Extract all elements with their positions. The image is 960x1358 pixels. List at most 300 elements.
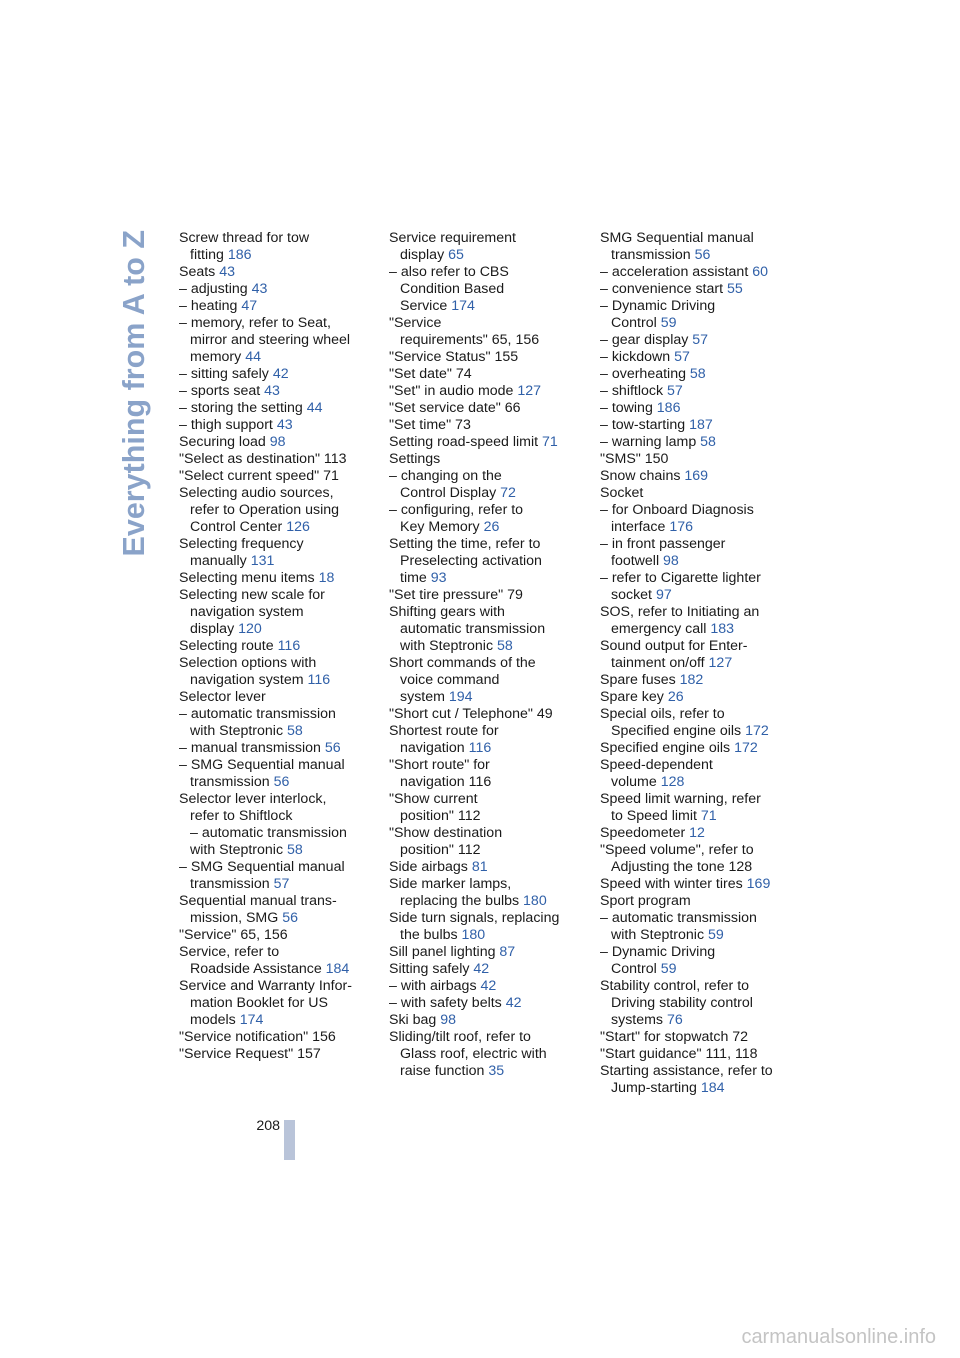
index-line: [600, 264, 800, 281]
index-line: [389, 281, 589, 298]
page-reference-link[interactable]: 55: [726, 281, 743, 297]
page-reference-link[interactable]: 26: [667, 689, 684, 705]
index-term: manually: [190, 553, 251, 569]
index-line: [389, 1029, 589, 1046]
page-reference-link[interactable]: 56: [282, 910, 299, 926]
index-term: "Service Status" 155: [389, 349, 519, 365]
index-line: [600, 689, 800, 706]
page-reference-link[interactable]: 56: [694, 247, 711, 263]
index-line: [179, 315, 379, 332]
index-column-1: [179, 230, 379, 1063]
index-term: voice command: [400, 672, 500, 688]
page-reference-link[interactable]: 172: [734, 740, 758, 756]
index-term: "Show current: [389, 791, 478, 807]
index-line: [600, 502, 800, 519]
index-line: [600, 366, 800, 383]
page-reference-link[interactable]: 42: [505, 995, 522, 1011]
index-term: with Steptronic: [190, 723, 287, 739]
index-term: system: [400, 689, 449, 705]
index-term: position" 112: [400, 808, 481, 824]
index-line: [389, 893, 589, 910]
index-term: Driving stability control: [611, 995, 753, 1011]
index-term: – towing: [600, 400, 657, 416]
index-line: [179, 995, 379, 1012]
index-term: fitting: [190, 247, 228, 263]
page-reference-link[interactable]: 58: [689, 366, 706, 382]
page-reference-link[interactable]: 183: [710, 621, 735, 637]
index-term: with Steptronic: [190, 842, 287, 858]
index-line: [179, 485, 379, 502]
page-reference-link[interactable]: 116: [307, 672, 331, 688]
page-reference-link[interactable]: 98: [663, 553, 679, 569]
index-term: "Set tire pressure" 79: [389, 587, 523, 603]
index-term: Securing load: [179, 434, 270, 450]
page-reference-link[interactable]: 98: [440, 1012, 457, 1028]
index-term: – heating: [179, 298, 242, 314]
index-line: [389, 876, 589, 893]
page-reference-link[interactable]: 59: [660, 961, 677, 977]
index-line: [600, 655, 800, 672]
index-line: [600, 553, 800, 570]
index-line: [389, 842, 589, 859]
page-reference-link[interactable]: 58: [700, 434, 716, 450]
index-line: [600, 298, 800, 315]
index-line: [600, 944, 800, 961]
index-term: transmission: [190, 876, 274, 892]
index-line: [179, 349, 379, 366]
index-term: – automatic transmission: [190, 825, 347, 841]
index-term: Selecting frequency: [179, 536, 304, 552]
index-line: [600, 774, 800, 791]
index-line: [179, 808, 379, 825]
index-line: [600, 995, 800, 1012]
index-term: Seats: [179, 264, 220, 280]
index-term: "Select as destination" 113: [179, 451, 347, 467]
index-term: with Steptronic: [611, 927, 708, 943]
index-line: [600, 1063, 800, 1080]
page-reference-link[interactable]: 47: [241, 298, 258, 314]
index-line: [600, 672, 800, 689]
index-line: [600, 757, 800, 774]
index-term: "Service Request" 157: [179, 1046, 321, 1062]
index-term: "Service" 65, 156: [179, 927, 288, 943]
index-term: – also refer to CBS: [389, 264, 509, 280]
index-term: "Set" in audio mode: [389, 383, 518, 399]
index-line: [179, 706, 379, 723]
index-line: [600, 825, 800, 842]
index-term: mirror and steering wheel: [190, 332, 351, 348]
page-reference-link[interactable]: 174: [451, 298, 475, 314]
page-reference-link[interactable]: 194: [448, 689, 473, 705]
index-term: "Start" for stopwatch 72: [600, 1029, 749, 1045]
page-reference-link[interactable]: 71: [542, 434, 558, 450]
index-term: raise function: [400, 1063, 489, 1079]
index-line: [179, 451, 379, 468]
index-term: – Dynamic Driving: [600, 944, 716, 960]
page-marker-bar: [284, 1120, 295, 1160]
index-term: Setting road-speed limit: [389, 434, 542, 450]
page-reference-link[interactable]: 126: [286, 519, 310, 535]
page-reference-link[interactable]: 57: [674, 349, 690, 365]
index-line: [179, 536, 379, 553]
index-line: [600, 417, 800, 434]
index-term: – Dynamic Driving: [600, 298, 716, 314]
index-term: systems: [611, 1012, 667, 1028]
page-reference-link[interactable]: 43: [219, 264, 236, 280]
page-reference-link[interactable]: 57: [667, 383, 683, 399]
index-line: [179, 859, 379, 876]
index-term: requirements" 65, 156: [400, 332, 540, 348]
index-term: "Start guidance" 111, 118: [600, 1046, 758, 1062]
index-term: – shiftlock: [600, 383, 668, 399]
index-line: [389, 757, 589, 774]
index-term: Shifting gears with: [389, 604, 505, 620]
index-line: [389, 553, 589, 570]
index-line: [389, 604, 589, 621]
page-reference-link[interactable]: 184: [325, 961, 350, 977]
index-line: [600, 978, 800, 995]
page-reference-link[interactable]: 59: [708, 927, 724, 943]
page-reference-link[interactable]: 58: [287, 723, 303, 739]
index-line: [389, 434, 589, 451]
index-line: [179, 961, 379, 978]
index-line: [179, 910, 379, 927]
section-title-text: Everything from A to Z: [117, 230, 151, 557]
page-number: 208: [256, 1118, 280, 1134]
index-line: [179, 638, 379, 655]
index-term: refer to Shiftlock: [190, 808, 293, 824]
page-reference-link[interactable]: 18: [318, 570, 335, 586]
index-term: Setting the time, refer to: [389, 536, 541, 552]
index-line: [389, 910, 589, 927]
index-line: [179, 298, 379, 315]
index-line: [179, 417, 379, 434]
index-line: [179, 519, 379, 536]
index-line: [600, 723, 800, 740]
index-line: [389, 230, 589, 247]
index-term: "Set date" 74: [389, 366, 472, 382]
index-term: Service, refer to: [179, 944, 280, 960]
index-term: SOS, refer to Initiating an: [600, 604, 760, 620]
page-reference-link[interactable]: 187: [689, 417, 713, 433]
index-line: [179, 230, 379, 247]
index-line: [389, 672, 589, 689]
page-reference-link[interactable]: 116: [277, 638, 301, 654]
index-line: [389, 519, 589, 536]
watermark: carmanualsonline.info: [741, 1326, 936, 1348]
index-term: – adjusting: [179, 281, 252, 297]
index-term: models: [190, 1012, 240, 1028]
index-term: volume: [611, 774, 661, 790]
index-line: [179, 723, 379, 740]
index-line: [179, 264, 379, 281]
index-term: Sequential manual trans-: [179, 893, 337, 909]
index-line: [179, 842, 379, 859]
index-term: Adjusting the tone 128: [611, 859, 753, 875]
page-reference-link[interactable]: 81: [471, 859, 488, 875]
index-line: [389, 587, 589, 604]
page-reference-link[interactable]: 56: [324, 740, 341, 756]
index-term: – memory, refer to Seat,: [179, 315, 331, 331]
index-term: Sill panel lighting: [389, 944, 500, 960]
index-line: [179, 434, 379, 451]
index-line: [389, 808, 589, 825]
index-line: [600, 910, 800, 927]
index-line: [389, 451, 589, 468]
index-line: [389, 400, 589, 417]
index-line: [600, 638, 800, 655]
index-line: [389, 638, 589, 655]
page-reference-link[interactable]: 44: [245, 349, 261, 365]
index-term: Starting assistance, refer to: [600, 1063, 773, 1079]
index-line: [600, 791, 800, 808]
index-line: [600, 468, 800, 485]
index-term: Spare fuses: [600, 672, 680, 688]
index-term: "Show destination: [389, 825, 503, 841]
page-reference-link[interactable]: 172: [745, 723, 769, 739]
index-line: [600, 1080, 800, 1097]
index-term: Glass roof, electric with: [400, 1046, 547, 1062]
page-reference-link[interactable]: 182: [679, 672, 704, 688]
index-term: – in front passenger: [600, 536, 726, 552]
index-line: [389, 825, 589, 842]
index-line: [389, 944, 589, 961]
index-line: [179, 621, 379, 638]
page-reference-link[interactable]: 35: [488, 1063, 505, 1079]
index-term: Selection options with: [179, 655, 317, 671]
index-term: Selecting menu items: [179, 570, 319, 586]
page-reference-link[interactable]: 120: [238, 621, 262, 637]
index-term: Selecting audio sources,: [179, 485, 334, 501]
index-line: [389, 570, 589, 587]
index-term: time: [400, 570, 431, 586]
index-term: display: [190, 621, 239, 637]
index-term: – acceleration assistant: [600, 264, 753, 280]
index-line: [600, 536, 800, 553]
index-line: [389, 502, 589, 519]
index-term: Side marker lamps,: [389, 876, 512, 892]
page-reference-link[interactable]: 127: [708, 655, 733, 671]
index-line: [600, 451, 800, 468]
page-reference-link[interactable]: 176: [669, 519, 694, 535]
index-term: SMG Sequential manual: [600, 230, 754, 246]
index-term: "Service notification" 156: [179, 1029, 336, 1045]
page-reference-link[interactable]: 58: [497, 638, 513, 654]
index-line: [600, 859, 800, 876]
index-line: [179, 553, 379, 570]
page-reference-link[interactable]: 98: [269, 434, 286, 450]
page-reference-link[interactable]: 44: [306, 400, 323, 416]
index-term: – configuring, refer to: [389, 502, 524, 518]
index-term: Speedometer: [600, 825, 690, 841]
index-term: to Speed limit: [611, 808, 701, 824]
index-term: "Short route" for: [389, 757, 490, 773]
index-term: mission, SMG: [190, 910, 283, 926]
index-line: [389, 740, 589, 757]
index-term: Roadside Assistance: [190, 961, 326, 977]
index-term: Speed limit warning, refer: [600, 791, 761, 807]
index-line: [600, 876, 800, 893]
index-term: – automatic transmission: [600, 910, 757, 926]
index-term: Settings: [389, 451, 441, 467]
page-reference-link[interactable]: 43: [264, 383, 280, 399]
page-reference-link[interactable]: 97: [655, 587, 672, 603]
index-term: Service and Warranty Infor-: [179, 978, 352, 994]
page-reference-link[interactable]: 26: [483, 519, 500, 535]
page-reference-link[interactable]: 131: [250, 553, 275, 569]
index-line: [600, 230, 800, 247]
index-line: [179, 655, 379, 672]
index-term: Sliding/tilt roof, refer to: [389, 1029, 531, 1045]
index-line: [389, 349, 589, 366]
index-term: – kickdown: [600, 349, 675, 365]
index-line: [179, 927, 379, 944]
index-term: mation Booklet for US: [190, 995, 328, 1011]
index-term: Jump-starting: [611, 1080, 701, 1096]
index-term: – gear display: [600, 332, 693, 348]
index-line: [389, 791, 589, 808]
page-reference-link[interactable]: 169: [684, 468, 709, 484]
page-reference-link[interactable]: 59: [660, 315, 677, 331]
index-line: [600, 247, 800, 264]
index-term: Selector lever: [179, 689, 266, 705]
index-line: [600, 519, 800, 536]
page-reference-link[interactable]: 65: [448, 247, 464, 263]
page-reference-link[interactable]: 127: [517, 383, 542, 399]
index-term: replacing the bulbs: [400, 893, 524, 909]
index-line: [600, 587, 800, 604]
index-line: [389, 689, 589, 706]
page-reference-link[interactable]: 184: [700, 1080, 725, 1096]
page-reference-link[interactable]: 186: [656, 400, 681, 416]
index-term: Service requirement: [389, 230, 516, 246]
page-reference-link[interactable]: 71: [700, 808, 717, 824]
page-reference-link[interactable]: 57: [692, 332, 709, 348]
index-line: [179, 1012, 379, 1029]
page-reference-link[interactable]: 174: [239, 1012, 264, 1028]
index-line: [179, 1029, 379, 1046]
page-reference-link[interactable]: 72: [500, 485, 516, 501]
index-term: Condition Based: [400, 281, 505, 297]
index-term: "Short cut / Telephone" 49: [389, 706, 553, 722]
page-reference-link[interactable]: 180: [461, 927, 486, 943]
index-term: "Set time" 73: [389, 417, 471, 433]
index-line: [179, 740, 379, 757]
index-line: [600, 604, 800, 621]
index-term: – changing on the: [389, 468, 502, 484]
page-reference-link[interactable]: 12: [689, 825, 705, 841]
index-term: "Service: [389, 315, 442, 331]
index-term: Sport program: [600, 893, 691, 909]
index-term: Stability control, refer to: [600, 978, 750, 994]
page-reference-link[interactable]: 186: [227, 247, 252, 263]
index-term: refer to Operation using: [190, 502, 340, 518]
index-term: – tow-starting: [600, 417, 690, 433]
index-line: [389, 485, 589, 502]
index-line: [179, 587, 379, 604]
index-term: footwell: [611, 553, 664, 569]
index-term: – sports seat: [179, 383, 265, 399]
index-term: Speed with winter tires: [600, 876, 747, 892]
index-term: Ski bag: [389, 1012, 441, 1028]
index-term: Screw thread for tow: [179, 230, 310, 246]
page-reference-link[interactable]: 60: [752, 264, 768, 280]
index-line: [389, 247, 589, 264]
index-line: [179, 774, 379, 791]
index-term: Service: [400, 298, 452, 314]
page-reference-link[interactable]: 93: [430, 570, 447, 586]
index-term: with Steptronic: [400, 638, 497, 654]
index-term: – for Onboard Diagnosis: [600, 502, 754, 518]
index-line: [389, 332, 589, 349]
index-term: – sitting safely: [179, 366, 273, 382]
index-line: [389, 655, 589, 672]
page-reference-link[interactable]: 43: [251, 281, 268, 297]
index-term: Side turn signals, replacing: [389, 910, 560, 926]
index-line: [389, 706, 589, 723]
page-reference-link[interactable]: 116: [468, 740, 492, 756]
page-reference-link[interactable]: 58: [287, 842, 303, 858]
page-reference-link[interactable]: 43: [276, 417, 293, 433]
index-term: Control Display: [400, 485, 501, 501]
index-line: [600, 808, 800, 825]
index-term: "SMS" 150: [600, 451, 669, 467]
index-term: transmission: [190, 774, 274, 790]
index-line: [179, 689, 379, 706]
index-line: [389, 978, 589, 995]
index-line: [179, 893, 379, 910]
page-reference-link[interactable]: 42: [480, 978, 497, 994]
page-reference-link[interactable]: 87: [499, 944, 516, 960]
page-reference-link[interactable]: 56: [273, 774, 290, 790]
index-term: – storing the setting: [179, 400, 307, 416]
index-term: – refer to Cigarette lighter: [600, 570, 761, 586]
index-term: Side airbags: [389, 859, 472, 875]
page-reference-link[interactable]: 180: [523, 893, 547, 909]
index-term: Special oils, refer to: [600, 706, 725, 722]
index-term: the bulbs: [400, 927, 462, 943]
index-term: Selector lever interlock,: [179, 791, 327, 807]
index-term: – SMG Sequential manual: [179, 859, 345, 875]
index-line: [179, 468, 379, 485]
index-term: – with safety belts: [389, 995, 506, 1011]
page-reference-link[interactable]: 169: [746, 876, 771, 892]
index-term: "Set service date" 66: [389, 400, 521, 416]
index-line: [389, 927, 589, 944]
index-term: navigation system: [190, 604, 304, 620]
index-term: socket: [611, 587, 656, 603]
index-term: – overheating: [600, 366, 690, 382]
index-line: [600, 400, 800, 417]
index-term: "Speed volume", refer to: [600, 842, 754, 858]
page-reference-link[interactable]: 76: [666, 1012, 683, 1028]
page-reference-link[interactable]: 42: [272, 366, 289, 382]
index-line: [389, 995, 589, 1012]
index-term: Control: [611, 315, 661, 331]
index-line: [600, 621, 800, 638]
index-line: [389, 536, 589, 553]
page-reference-link[interactable]: 128: [660, 774, 685, 790]
index-line: [389, 417, 589, 434]
index-line: [389, 961, 589, 978]
index-term: – warning lamp: [600, 434, 701, 450]
index-line: [600, 485, 800, 502]
index-line: [389, 315, 589, 332]
page-reference-link[interactable]: 42: [473, 961, 490, 977]
index-line: [389, 298, 589, 315]
index-term: – automatic transmission: [179, 706, 336, 722]
page-reference-link[interactable]: 57: [273, 876, 290, 892]
